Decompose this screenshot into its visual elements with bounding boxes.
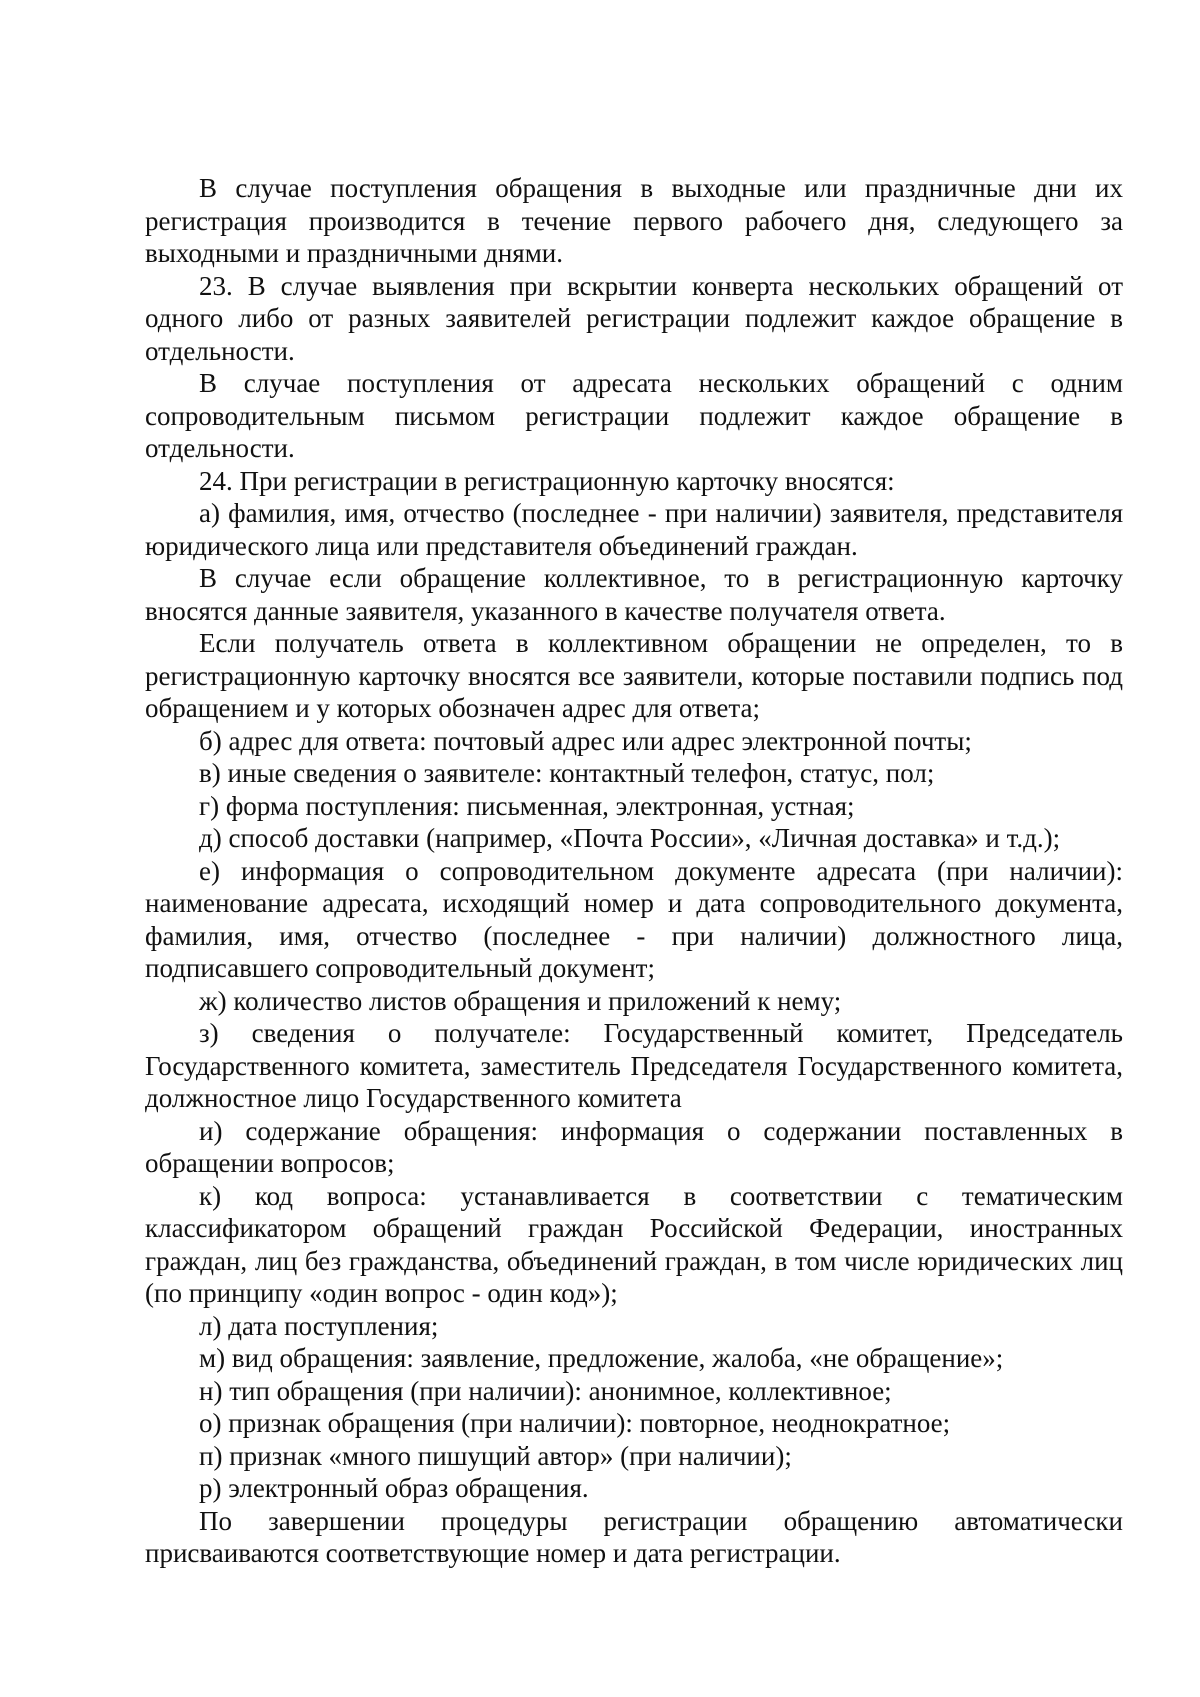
list-item-l: л) дата поступления; [199, 1310, 439, 1341]
paragraph-cover-letter: В случае поступления от адресата нескольких обращений с одним сопроводительным письмом регистрации подлежит каждое обращение в отдельности. [145, 368, 1123, 463]
list-item-r: р) электронный образ обращения. [199, 1473, 589, 1503]
list-item-g: г) форма поступления: письменная, электронная, устная; [199, 790, 855, 821]
list-item-e: е) информация о сопроводительном документе адресата (при наличии): наименование адресата, исходящий номер и дата сопроводительного документа, фамилия, имя, отчество (последнее - при наличии) должностного лица, подписавшего сопроводительный документ; [145, 855, 1123, 983]
list-item-o: о) признак обращения (при наличии): повторное, неоднократное; [199, 1408, 951, 1438]
document-body [145, 172, 1123, 1570]
list-item-i: и) содержание обращения: информация о содержании поставленных в обращении вопросов; [145, 1115, 1123, 1178]
list-item-a: а) фамилия, имя, отчество (последнее - при наличии) заявителя, представителя юридического лица или представителя объединений граждан. [145, 498, 1123, 561]
list-item-zh: ж) количество листов обращения и приложений к нему; [199, 985, 842, 1016]
paragraph-23-multiple-appeals: 23. В случае выявления при вскрытии конверта нескольких обращений от одного либо от разных заявителей регистрации подлежит каждое обращение в отдельности. [145, 270, 1123, 366]
paragraph-24-registration-card: 24. При регистрации в регистрационную карточку вносятся: [199, 465, 895, 496]
list-item-p: п) признак «много пишущий автор» (при наличии); [199, 1440, 792, 1471]
list-item-d: д) способ доставки (например, «Почта России», «Личная доставка» и т.д.); [199, 823, 1061, 853]
paragraph-recipient-undefined: Если получатель ответа в коллективном обращении не определен, то в регистрационную карточку вносятся все заявители, которые поставили подпись под обращением и у которых обозначен адрес для ответа; [145, 628, 1123, 723]
list-item-v: в) иные сведения о заявителе: контактный телефон, статус, пол; [199, 758, 935, 788]
list-item-k: к) код вопроса: устанавливается в соответствии с тематическим классификатором обращений граждан Российской Федерации, иностранных граждан, лиц без гражданства, объединений граждан, в том числе юридических лиц (по принципу «один вопрос - один код»); [145, 1180, 1123, 1308]
paragraph-weekend-registration: В случае поступления обращения в выходные или праздничные дни их регистрация производится в течение первого рабочего дня, следующего за выходными и праздничными днями. [145, 173, 1123, 268]
list-item-z: з) сведения о получателе: Государственный комитет, Председатель Государственного комитета, заместитель Председателя Государственного комитета, должностное лицо Государственного комитета [145, 1018, 1123, 1113]
list-item-b: б) адрес для ответа: почтовый адрес или адрес электронной почты; [199, 725, 972, 756]
list-item-m: м) вид обращения: заявление, предложение, жалоба, «не обращение»; [199, 1343, 1004, 1373]
paragraph-collective-appeal: В случае если обращение коллективное, то в регистрационную карточку вносятся данные заявителя, указанного в качестве получателя ответа. [145, 563, 1123, 626]
list-item-n: н) тип обращения (при наличии): анонимное, коллективное; [199, 1375, 892, 1406]
paragraph-registration-complete: По завершении процедуры регистрации обращению автоматически присваиваются соответствующие номер и дата регистрации. [145, 1505, 1123, 1568]
